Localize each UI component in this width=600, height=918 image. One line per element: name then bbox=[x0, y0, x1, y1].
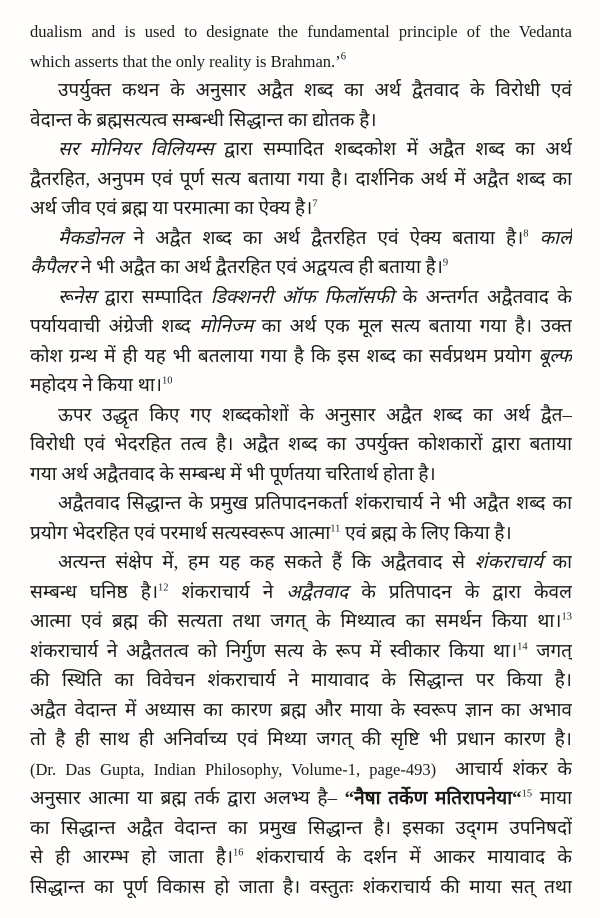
devanagari-text: द्वारा सम्पादित bbox=[96, 286, 211, 308]
footnote-ref: 10 bbox=[162, 375, 173, 387]
text-line bbox=[30, 755, 572, 785]
paragraph-3 bbox=[30, 135, 572, 224]
footnote-ref: 16 bbox=[233, 847, 244, 859]
devanagari-text: गया अर्थ अद्वैतवाद के सम्बन्ध में भी पूर्णतया चरितार्थ होता है। bbox=[30, 463, 436, 485]
text-line bbox=[30, 548, 572, 578]
text-line bbox=[30, 696, 572, 726]
text-line bbox=[30, 165, 572, 195]
devanagari-text: का bbox=[542, 552, 572, 573]
text-line bbox=[30, 607, 572, 637]
devanagari-text: का अर्थ एक मूल सत्य बताया गया है। उक्त bbox=[253, 316, 572, 337]
text-line bbox=[30, 666, 572, 696]
devanagari-text: प्रयोग भेदरहित एवं परमार्थ सत्यस्वरूप आत्मा bbox=[30, 522, 331, 544]
devanagari-text: मैकडोनल bbox=[58, 227, 123, 249]
devanagari-text: “नैषा तर्केण मतिरापनेया“ bbox=[344, 788, 522, 809]
footnote-ref: 8 bbox=[523, 228, 529, 240]
footnote-ref: 7 bbox=[312, 198, 318, 210]
text-line bbox=[30, 814, 572, 844]
devanagari-text: के प्रतिपादन के द्वारा केवल bbox=[348, 581, 572, 603]
text-line bbox=[30, 312, 572, 342]
text-column bbox=[30, 17, 572, 902]
text-line bbox=[30, 430, 572, 460]
devanagari-text: अनुसार आत्मा या ब्रह्म तर्क द्वारा अलभ्य है– bbox=[30, 788, 345, 809]
text-line bbox=[30, 194, 572, 224]
devanagari-text: विरोधी एवं भेदरहित तत्व है। अद्वैत शब्द का उपर्युक्त कोशकारों द्वारा बताया bbox=[30, 434, 572, 455]
footnote-ref: 12 bbox=[158, 582, 169, 594]
footnote-ref: 9 bbox=[442, 257, 449, 269]
footnote-ref: 15 bbox=[521, 788, 533, 800]
text-line bbox=[30, 135, 572, 165]
devanagari-text: मोनिज्म bbox=[199, 316, 254, 337]
paragraph-8 bbox=[30, 548, 572, 902]
devanagari-text: आत्मा एवं ब्रह्म की सत्यता तथा जगत् के मिथ्यात्व का समर्थन किया था। bbox=[30, 611, 562, 632]
devanagari-text: एवं ब्रह्म के लिए किया है। bbox=[340, 522, 512, 544]
devanagari-text: शंकराचार्य ने अद्वैततत्व को निर्गुण सत्य के रूप में स्वीकार किया था। bbox=[30, 640, 518, 662]
devanagari-text: पर्यायवाची अंग्रेजी शब्द bbox=[30, 316, 200, 337]
devanagari-text: शंकराचार्य के दर्शन में आकर मायावाद के bbox=[243, 847, 572, 868]
devanagari-text: से ही आरम्भ हो जाता है। bbox=[30, 847, 234, 868]
latin-text: (Dr. Das Gupta, Indian Philosophy, Volume-1, page-493) bbox=[30, 759, 437, 779]
devanagari-text: शंकराचार्य ने bbox=[168, 581, 287, 603]
devanagari-text: महोदय ने किया था। bbox=[30, 375, 162, 396]
devanagari-text: जगत् bbox=[527, 640, 572, 662]
devanagari-text: कैपैलर bbox=[30, 257, 77, 278]
devanagari-text: अद्वैत वेदान्त में अध्यास का कारण ब्रह्म और माया के स्वरूप ज्ञान का अभाव bbox=[30, 699, 572, 721]
text-line bbox=[30, 47, 572, 77]
devanagari-text: अद्वैतवाद सिद्धान्त के प्रमुख प्रतिपादनकर्ता शंकराचार्य ने भी अद्वैत शब्द का bbox=[58, 493, 572, 514]
devanagari-text: तो है ही साथ ही अनिर्वाच्य एवं मिथ्या जगत् की सृष्टि भी प्रधान कारण है। bbox=[30, 729, 572, 750]
text-line bbox=[30, 784, 572, 814]
paragraph-4 bbox=[30, 224, 572, 283]
footnote-ref: 13 bbox=[561, 611, 572, 623]
text-line bbox=[30, 224, 572, 254]
text-line bbox=[30, 578, 572, 608]
devanagari-text: सिद्धान्त का पूर्ण विकास हो जाता है। वस्तुतः शंकराचार्य की माया सत् तथा bbox=[30, 876, 572, 898]
text-line bbox=[30, 17, 572, 47]
text-line bbox=[30, 843, 572, 873]
devanagari-text: शंकराचार्य bbox=[474, 552, 543, 573]
devanagari-text: अद्वैतवाद bbox=[286, 581, 349, 603]
devanagari-text: के अन्तर्गत अद्वैतवाद के bbox=[394, 286, 572, 308]
text-line bbox=[30, 519, 572, 549]
devanagari-text: सम्बन्ध घनिष्ठ है। bbox=[30, 581, 159, 603]
devanagari-text: अर्थ जीव एवं ब्रह्म या परमात्मा का ऐक्य है। bbox=[30, 198, 313, 219]
paragraph-2 bbox=[30, 76, 572, 135]
text-line bbox=[30, 460, 572, 490]
devanagari-text: आचार्य शंकर के bbox=[436, 758, 572, 780]
devanagari-text: सर मोनियर विलियम्स bbox=[58, 139, 214, 160]
devanagari-text: बूल्फ bbox=[538, 345, 572, 367]
devanagari-text: की स्थिति का विवेचन शंकराचार्य ने मायावाद के सिद्धान्त पर किया है। bbox=[30, 670, 572, 691]
devanagari-text: अत्यन्त संक्षेप में, हम यह कह सकते हैं कि अद्वैतवाद से bbox=[58, 552, 475, 573]
paragraph-1 bbox=[30, 17, 572, 76]
text-line bbox=[30, 489, 572, 519]
paragraph-6 bbox=[30, 401, 572, 490]
devanagari-text: माया bbox=[532, 788, 572, 809]
devanagari-text: ऊपर उद्धृत किए गए शब्दकोशों के अनुसार अद्वैत शब्द का अर्थ द्वैत– bbox=[58, 404, 572, 426]
devanagari-text: वेदान्त के ब्रह्मसत्यत्व सम्बन्धी सिद्धान्त का द्योतक है। bbox=[30, 109, 377, 131]
footnote-ref: 14 bbox=[517, 641, 528, 653]
devanagari-text: का सिद्धान्त अद्वैत वेदान्त का प्रमुख सिद्धान्त है। इसका उद्‌गम उपनिषदों bbox=[30, 817, 572, 839]
devanagari-text: रूनेस bbox=[58, 286, 97, 308]
text-line bbox=[30, 873, 572, 903]
paragraph-7 bbox=[30, 489, 572, 548]
devanagari-text: डिक्शनरी ऑफ फिलॉसफी bbox=[210, 286, 395, 308]
text-line bbox=[30, 76, 572, 106]
devanagari-text: कोश ग्रन्थ में ही यह भी बतलाया गया है कि इस शब्द का सर्वप्रथम प्रयोग bbox=[30, 345, 539, 367]
text-line bbox=[30, 725, 572, 755]
devanagari-text: ने अद्वैत शब्द का अर्थ द्वैतरहित एवं ऐक्य बताया है। bbox=[122, 227, 524, 249]
devanagari-text: द्वारा सम्पादित शब्दकोश में अद्वैत शब्द का अर्थ bbox=[213, 139, 572, 160]
text-line bbox=[30, 637, 572, 667]
latin-text: dualism and is used to designate the fundamental principle of the Vedanta bbox=[30, 22, 572, 41]
text-line bbox=[30, 342, 572, 372]
devanagari-text: कार्ल bbox=[528, 227, 572, 249]
latin-text: which asserts that the only reality is Brahman.’ bbox=[30, 51, 341, 71]
devanagari-text: द्वैतरहित, अनुपम एवं पूर्ण सत्य बताया गया है। दार्शनिक अर्थ में अद्वैत शब्द का bbox=[30, 168, 572, 190]
text-line bbox=[30, 371, 572, 401]
paragraph-5 bbox=[30, 283, 572, 401]
text-line bbox=[30, 401, 572, 431]
text-line bbox=[30, 106, 572, 136]
text-line bbox=[30, 253, 572, 283]
text-line bbox=[30, 283, 572, 313]
devanagari-text: ने भी अद्वैत का अर्थ द्वैतरहित एवं अद्वयत्व ही बताया है। bbox=[76, 257, 443, 278]
devanagari-text: उपर्युक्त कथन के अनुसार अद्वैत शब्द का अर्थ द्वैतवाद के विरोधी एवं bbox=[58, 80, 572, 101]
footnote-ref: 6 bbox=[340, 51, 346, 63]
footnote-ref: 11 bbox=[330, 523, 341, 535]
